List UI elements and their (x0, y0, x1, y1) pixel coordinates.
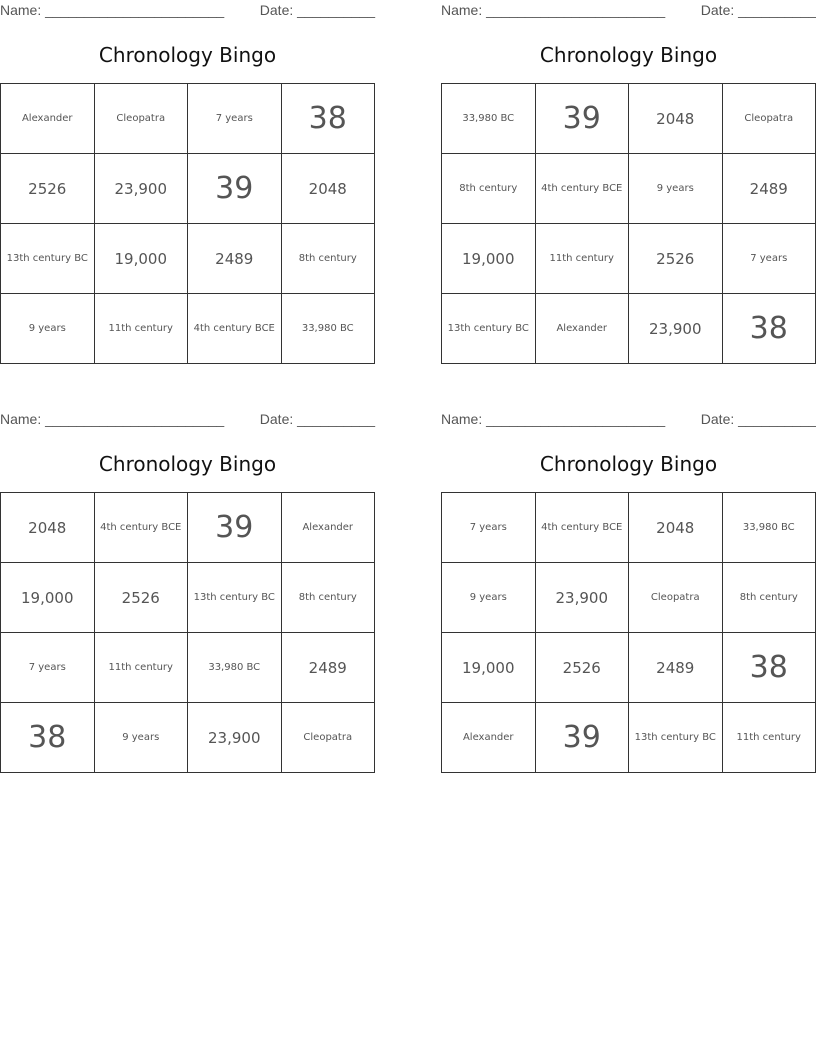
bingo-cell: 33,980 BC (188, 633, 282, 703)
bingo-cell: 13th century BC (629, 703, 723, 773)
bingo-grid (0, 492, 375, 773)
bingo-cell: 4th century BCE (535, 493, 629, 563)
name-field-label: Name: _______________________ (0, 411, 225, 427)
bingo-cell: 13th century BC (188, 563, 282, 633)
date-field-label: Date: __________ (259, 2, 375, 18)
grid-row (442, 703, 816, 773)
name-field-label: Name: _______________________ (0, 2, 225, 18)
grid-row (1, 703, 375, 773)
card-title: Chronology Bingo (539, 452, 718, 476)
bingo-cell: 7 years (442, 493, 536, 563)
bingo-cell: 11th century (94, 294, 188, 364)
bingo-cell: 7 years (722, 224, 816, 294)
grid-row (1, 154, 375, 224)
bingo-cell: 19,000 (442, 633, 536, 703)
bingo-card (441, 409, 816, 774)
bingo-cell: 2526 (1, 154, 95, 224)
bingo-cell: 13th century BC (1, 224, 95, 294)
date-field-label: Date: __________ (700, 411, 816, 427)
bingo-cell: 19,000 (94, 224, 188, 294)
bingo-cell: 23,900 (535, 563, 629, 633)
bingo-cell: 38 (722, 633, 816, 703)
bingo-cell: 19,000 (1, 563, 95, 633)
bingo-cell: 8th century (442, 154, 536, 224)
bingo-cell: 7 years (188, 84, 282, 154)
bingo-cell: Cleopatra (281, 703, 375, 773)
card-header (441, 2, 816, 20)
grid-row (442, 294, 816, 364)
grid-row (1, 84, 375, 154)
bingo-cell: 33,980 BC (281, 294, 375, 364)
bingo-cell: 8th century (281, 563, 375, 633)
grid-row (442, 493, 816, 563)
card-header (0, 411, 375, 429)
bingo-cell: Cleopatra (629, 563, 723, 633)
card-title: Chronology Bingo (98, 452, 277, 476)
card-title: Chronology Bingo (539, 43, 718, 67)
bingo-cell: 9 years (1, 294, 95, 364)
bingo-cell: 9 years (629, 154, 723, 224)
bingo-cell: 19,000 (442, 224, 536, 294)
bingo-cell: 38 (1, 703, 95, 773)
bingo-grid (441, 492, 816, 773)
bingo-cell: 4th century BCE (188, 294, 282, 364)
bingo-cell: 2489 (722, 154, 816, 224)
grid-row (442, 84, 816, 154)
bingo-cell: 2048 (629, 493, 723, 563)
grid-row (442, 633, 816, 703)
bingo-cell: 2048 (629, 84, 723, 154)
grid-row (1, 563, 375, 633)
bingo-cell: Cleopatra (94, 84, 188, 154)
grid-row (442, 154, 816, 224)
bingo-cell: 38 (281, 84, 375, 154)
grid-row (442, 224, 816, 294)
bingo-cell: 11th century (722, 703, 816, 773)
grid-row (1, 224, 375, 294)
bingo-cell: 13th century BC (442, 294, 536, 364)
date-field-label: Date: __________ (700, 2, 816, 18)
bingo-cell: 33,980 BC (442, 84, 536, 154)
bingo-cell: 39 (188, 154, 282, 224)
bingo-cell: 4th century BCE (535, 154, 629, 224)
bingo-cell: 2489 (281, 633, 375, 703)
bingo-card (0, 409, 375, 774)
card-header (0, 2, 375, 20)
card-header (441, 411, 816, 429)
bingo-cell: 9 years (442, 563, 536, 633)
bingo-cell: 23,900 (94, 154, 188, 224)
bingo-cell: 33,980 BC (722, 493, 816, 563)
date-field-label: Date: __________ (259, 411, 375, 427)
bingo-cell: 39 (535, 84, 629, 154)
bingo-cell: Alexander (281, 493, 375, 563)
card-title: Chronology Bingo (98, 43, 277, 67)
bingo-cell: 2526 (94, 563, 188, 633)
bingo-cell: 23,900 (629, 294, 723, 364)
bingo-card (0, 0, 375, 365)
bingo-cell: 4th century BCE (94, 493, 188, 563)
bingo-card (441, 0, 816, 365)
name-field-label: Name: _______________________ (441, 411, 666, 427)
bingo-cell: 2526 (629, 224, 723, 294)
grid-row (1, 633, 375, 703)
bingo-cell: Alexander (442, 703, 536, 773)
bingo-cell: 2489 (629, 633, 723, 703)
bingo-cell: 39 (535, 703, 629, 773)
grid-row (1, 493, 375, 563)
bingo-cell: 38 (722, 294, 816, 364)
bingo-cell: 8th century (281, 224, 375, 294)
bingo-cell: 8th century (722, 563, 816, 633)
bingo-grid (0, 83, 375, 364)
bingo-cell: 23,900 (188, 703, 282, 773)
name-field-label: Name: _______________________ (441, 2, 666, 18)
bingo-cell: 2526 (535, 633, 629, 703)
bingo-cell: 11th century (535, 224, 629, 294)
bingo-cell: Cleopatra (722, 84, 816, 154)
bingo-cell: Alexander (1, 84, 95, 154)
bingo-cell: 9 years (94, 703, 188, 773)
bingo-cell: 2048 (1, 493, 95, 563)
bingo-grid (441, 83, 816, 364)
bingo-cell: Alexander (535, 294, 629, 364)
bingo-cell: 11th century (94, 633, 188, 703)
bingo-cell: 2048 (281, 154, 375, 224)
grid-row (442, 563, 816, 633)
grid-row (1, 294, 375, 364)
bingo-cell: 39 (188, 493, 282, 563)
bingo-cell: 2489 (188, 224, 282, 294)
bingo-cell: 7 years (1, 633, 95, 703)
